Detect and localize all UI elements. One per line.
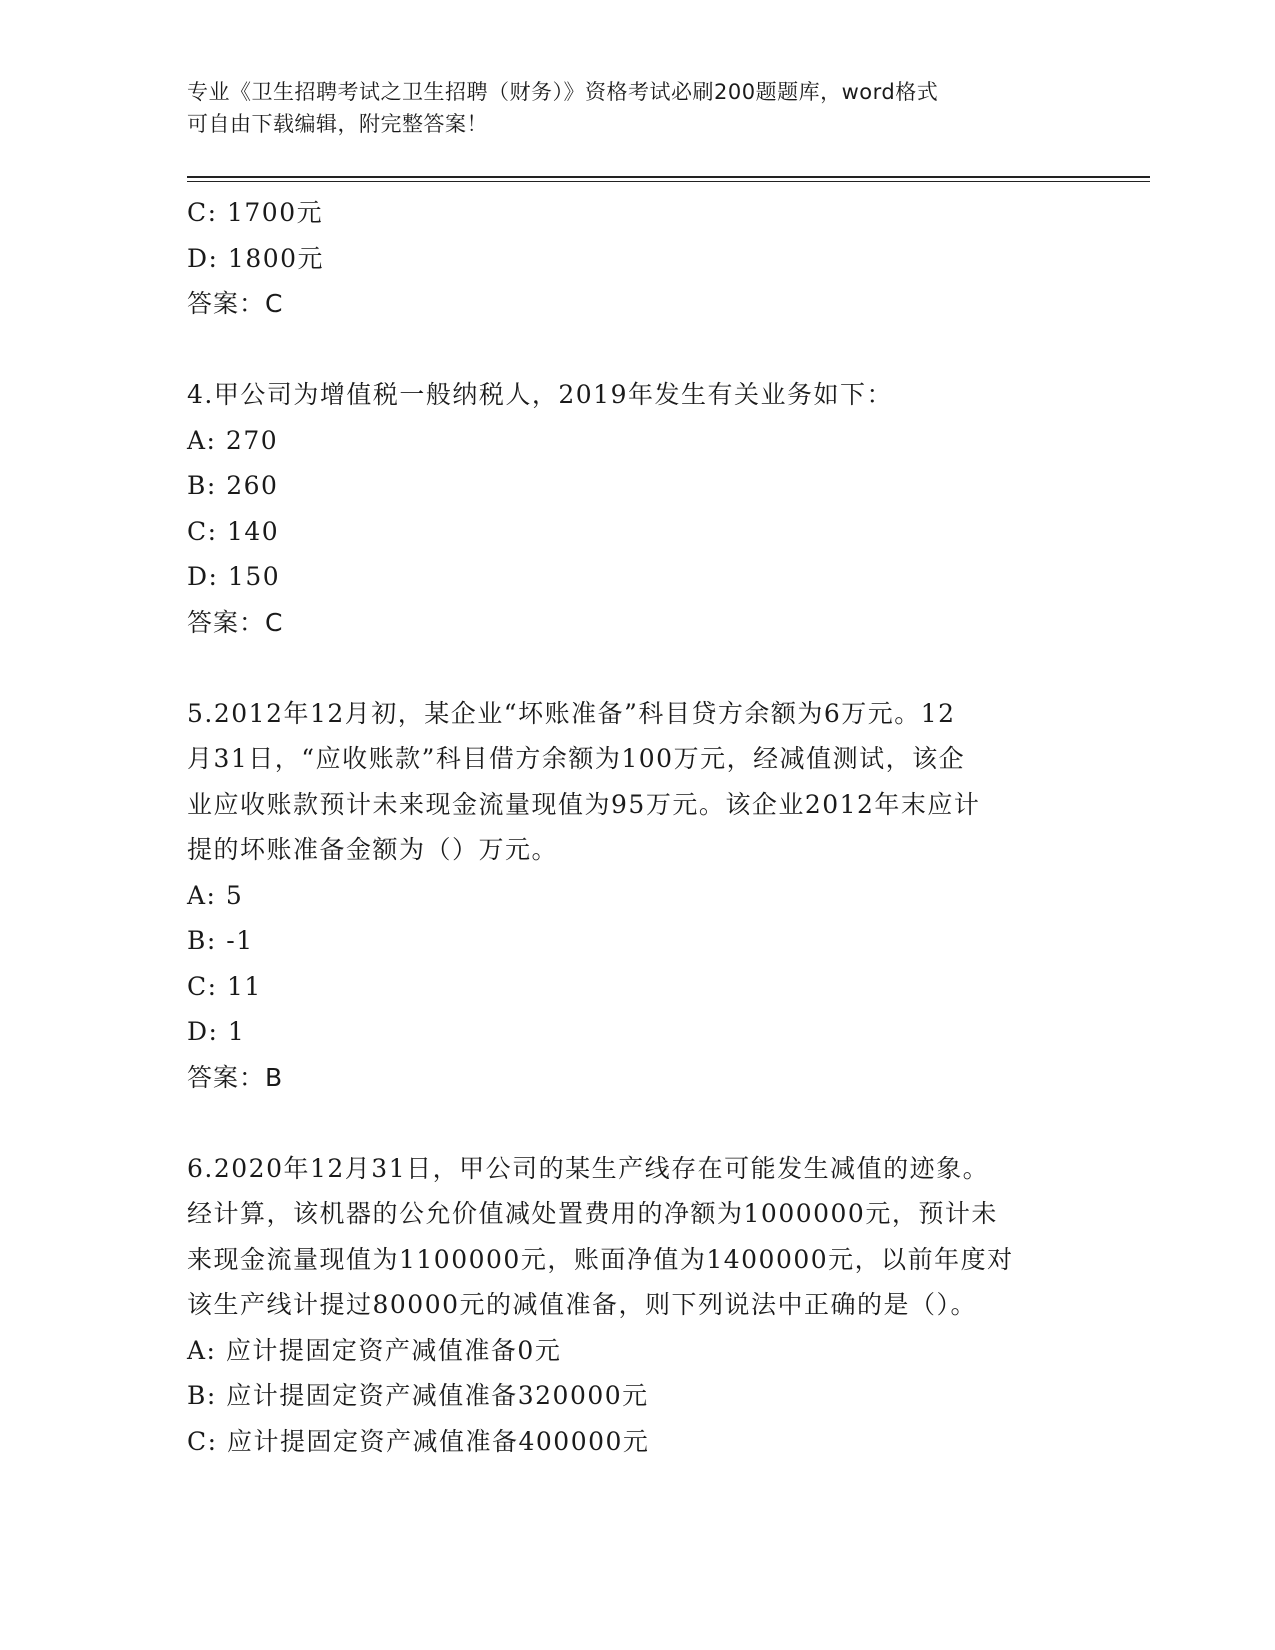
option-c: C: 11: [187, 971, 262, 1001]
answer-line: 答案：C: [187, 289, 284, 318]
option-a: A: 270: [187, 425, 279, 455]
answer-line: 答案：C: [187, 607, 284, 637]
option-c: C: 应计提固定资产减值准备400000元: [187, 1426, 650, 1456]
question-stem-line: 月31日，“应收账款”科目借方余额为100万元，经减值测试，该企: [187, 744, 966, 773]
question-stem-line: 经计算，该机器的公允价值减处置费用的净额为1000000元，预计未: [187, 1199, 998, 1228]
spacer: [187, 1100, 1087, 1146]
option-c: C: 140: [187, 516, 280, 546]
header-divider-thick: [187, 176, 1150, 178]
option-b: B: 260: [187, 471, 279, 500]
question-stem-line: 业应收账款预计未来现金流量现值为95万元。该企业2012年末应计: [187, 789, 981, 819]
document-header: [187, 76, 1067, 140]
option-d: D: 1800元: [187, 243, 325, 273]
header-title-line-2: 可自由下载编辑，附完整答案！: [187, 112, 488, 136]
question-stem-line: 来现金流量现值为1100000元，账面净值为1400000元，以前年度对: [187, 1244, 1014, 1274]
question-stem-line: 提的坏账准备金额为（）万元。: [187, 835, 559, 864]
document-body: [187, 190, 1087, 1464]
option-b: B: 应计提固定资产减值准备320000元: [187, 1381, 649, 1410]
question-stem: 4.甲公司为增值税一般纳税人，2019年发生有关业务如下：: [187, 380, 893, 409]
question-3-tail: [187, 190, 1087, 327]
option-d: D: 1: [187, 1017, 246, 1046]
spacer: [187, 645, 1087, 691]
question-stem-line: 6.2020年12月31日，甲公司的某生产线存在可能发生减值的迹象。: [187, 1153, 990, 1183]
question-6: [187, 1146, 1087, 1465]
option-b: B: -1: [187, 926, 254, 955]
option-a: A: 应计提固定资产减值准备0元: [187, 1335, 562, 1365]
spacer: [187, 327, 1087, 373]
option-c: C: 1700元: [187, 198, 324, 227]
header-title-line-1: 专业《卫生招聘考试之卫生招聘（财务）》资格考试必刷200题题库，word格式: [187, 80, 939, 104]
option-d: D: 150: [187, 562, 281, 591]
question-stem-line: 5.2012年12月初，某企业“坏账准备”科目贷方余额为6万元。12: [187, 698, 956, 728]
answer-line: 答案：B: [187, 1062, 284, 1092]
question-5: [187, 691, 1087, 1101]
option-a: A: 5: [187, 880, 244, 910]
question-stem-line: 该生产线计提过80000元的减值准备，则下列说法中正确的是（）。: [187, 1290, 978, 1319]
header-divider-thin: [187, 181, 1150, 182]
question-4: [187, 372, 1087, 645]
